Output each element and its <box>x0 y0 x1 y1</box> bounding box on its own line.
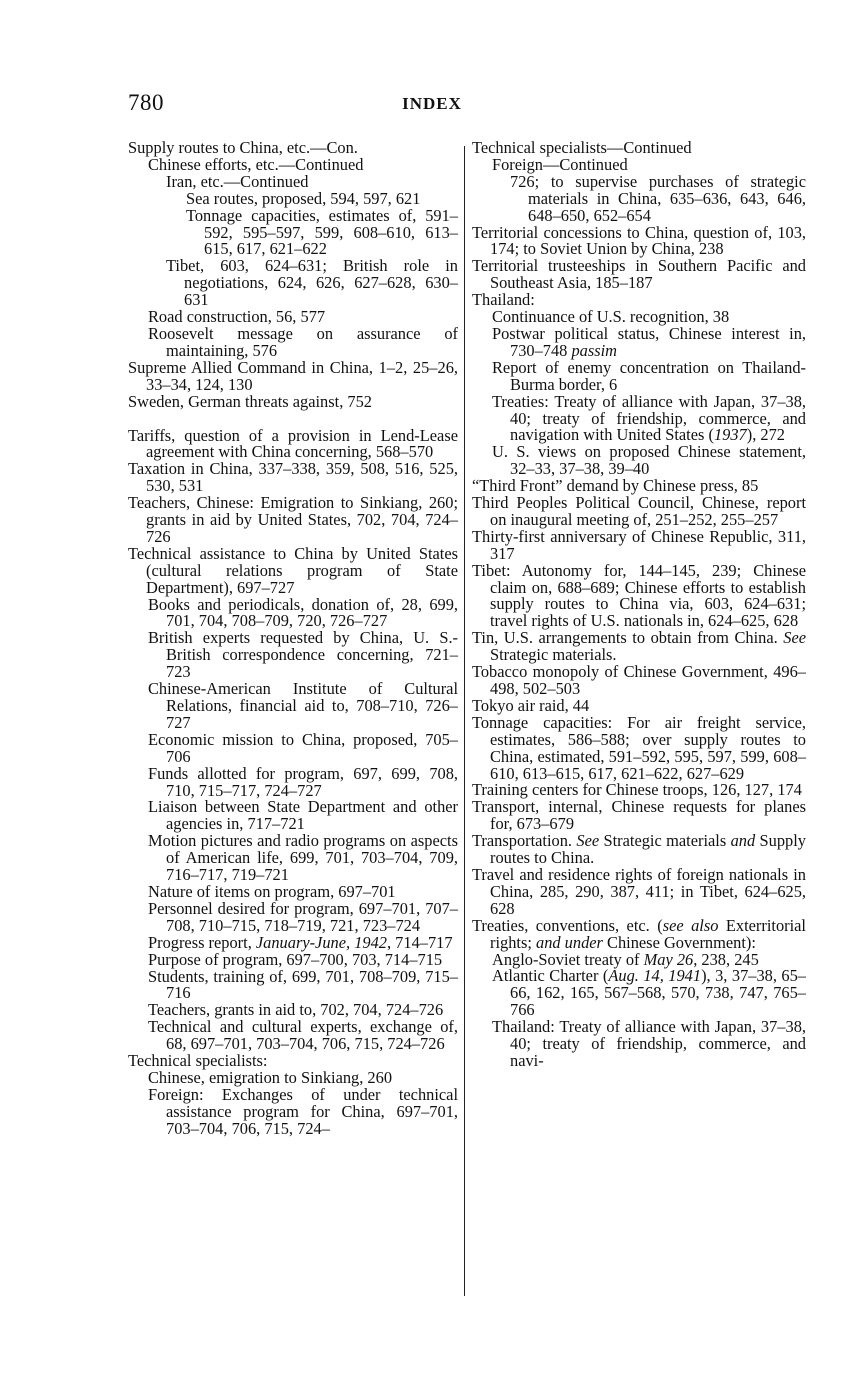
index-entry: Motion pictures and radio programs on aspects of American life, 699, 701, 703–704, 709, 716–717, 719–721 <box>148 831 458 885</box>
index-entry: Sea routes, proposed, 594, 597, 621 <box>186 188 421 208</box>
index-entry: Treaties, conventions, etc. (see also Exterritorial rights; and under Chinese Government): <box>472 915 806 952</box>
index-entry: Training centers for Chinese troops, 126, 127, 174 <box>472 780 802 800</box>
index-entry: Tibet: Autonomy for, 144–145, 239; Chinese claim on, 688–689; Chinese efforts to establish supply routes to China via, 603, 624–631; travel rights of U.S. nationals in, 624–625, 628 <box>472 560 806 631</box>
index-entry: Chinese efforts, etc.—Continued <box>148 154 364 174</box>
index-entry: Tin, U.S. arrangements to obtain from China. See Strategic materials. <box>472 628 806 665</box>
index-entry: Technical and cultural experts, exchange of, 68, 697–701, 703–704, 706, 715, 724–726 <box>148 1017 458 1054</box>
index-entry: Technical assistance to China by United States (cultural relations program of State Department), 697–727 <box>128 543 458 597</box>
index-entry: Transport, internal, Chinese requests for planes for, 673–679 <box>472 797 806 834</box>
index-entry: Supreme Allied Command in China, 1–2, 25–26, 33–34, 124, 130 <box>128 357 458 394</box>
index-entry: Territorial concessions to China, question of, 103, 174; to Soviet Union by China, 238 <box>472 222 806 259</box>
page-number: 780 <box>128 90 164 115</box>
index-entry: Supply routes to China, etc.—Con. <box>128 138 358 157</box>
index-entry: Books and periodicals, donation of, 28, 699, 701, 704, 708–709, 720, 726–727 <box>148 594 458 631</box>
index-entry: Nature of items on program, 697–701 <box>148 881 396 901</box>
index-entry: Treaties: Treaty of alliance with Japan, 37–38, 40; treaty of friendship, commerce, and navigation with United States (1937), 272 <box>492 391 806 445</box>
index-entry: Teachers, Chinese: Emigration to Sinkiang, 260; grants in aid by United States, 702, 704, 724–726 <box>128 493 458 546</box>
index-entry: Technical specialists—Continued <box>472 138 692 157</box>
index-entry: Continuance of U.S. recognition, 38 <box>492 307 730 327</box>
column-divider <box>464 146 465 1296</box>
index-entry: Personnel desired for program, 697–701, 707–708, 710–715, 718–719, 721, 723–724 <box>148 898 458 935</box>
running-head: INDEX <box>402 94 462 113</box>
index-entry: “Third Front” demand by Chinese press, 85 <box>472 476 759 496</box>
index-entry: Territorial trusteeships in Southern Pacific and Southeast Asia, 185–187 <box>472 256 806 293</box>
index-entry: Foreign: Exchanges of under technical assistance program for China, 697–701, 703–704, 706, 715, 724– <box>148 1084 458 1138</box>
index-column-right <box>472 140 806 1070</box>
index-entry: Purpose of program, 697–700, 703, 714–715 <box>148 949 443 969</box>
index-entry: 726; to supervise purchases of strategic materials in China, 635–636, 643, 646, 648–650, 652–654 <box>510 171 806 225</box>
index-entry: Atlantic Charter (Aug. 14, 1941), 3, 37–38, 65–66, 162, 165, 567–568, 570, 738, 747, 765–766 <box>492 966 806 1020</box>
index-entry: U. S. views on proposed Chinese statement, 32–33, 37–38, 39–40 <box>492 442 806 479</box>
index-entry: Technical specialists: <box>128 1051 268 1071</box>
index-entry: Chinese-American Institute of Cultural Relations, financial aid to, 708–710, 726–727 <box>148 679 458 732</box>
index-entry: Road construction, 56, 577 <box>148 307 326 327</box>
index-entry: Foreign—Continued <box>492 154 628 174</box>
index-entry: Economic mission to China, proposed, 705–706 <box>148 729 458 766</box>
index-entry: Chinese, emigration to Sinkiang, 260 <box>148 1067 393 1087</box>
index-entry: Teachers, grants in aid to, 702, 704, 724–726 <box>148 1000 444 1020</box>
index-entry: Taxation in China, 337–338, 359, 508, 516, 525, 530, 531 <box>128 459 458 496</box>
index-entry: Students, training of, 699, 701, 708–709, 715–716 <box>148 966 458 1003</box>
index-entry: Anglo-Soviet treaty of May 26, 238, 245 <box>492 949 759 969</box>
index-entry: Transportation. See Strategic materials and Supply routes to China. <box>472 831 806 868</box>
index-entry: Tibet, 603, 624–631; British role in negotiations, 624, 626, 627–628, 630–631 <box>166 256 458 310</box>
index-entry: Tonnage capacities, estimates of, 591–592, 595–597, 599, 608–610, 613–615, 617, 621–622 <box>186 205 458 259</box>
index-entry: Liaison between State Department and other agencies in, 717–721 <box>148 797 458 834</box>
index-column-left <box>128 140 458 1138</box>
index-entry: Thirty-first anniversary of Chinese Republic, 311, 317 <box>472 526 806 563</box>
index-entry: Tonnage capacities: For air freight service, estimates, 586–588; over supply routes to China, estimated, 591–592, 595, 597, 599, 608–610, 613–615, 617, 621–622, 627–629 <box>472 712 806 783</box>
index-entry: Tokyo air raid, 44 <box>472 695 590 715</box>
index-entry: Sweden, German threats against, 752 <box>128 391 372 411</box>
index-entry: Thailand: <box>472 290 535 310</box>
index-entry: Travel and residence rights of foreign nationals in China, 285, 290, 387, 411; in Tibet, 624–625, 628 <box>472 864 806 918</box>
index-entry: Iran, etc.—Continued <box>166 171 309 191</box>
index-entry: Roosevelt message on assurance of maintaining, 576 <box>148 323 458 360</box>
index-entry: Postwar political status, Chinese interest in, 730–748 passim <box>492 323 806 360</box>
index-entry: Tobacco monopoly of Chinese Government, 496–498, 502–503 <box>472 662 806 698</box>
index-entry: British experts requested by China, U. S.-British correspondence concerning, 721–723 <box>148 628 458 682</box>
index-entry: Tariffs, question of a provision in Lend-Lease agreement with China concerning, 568–570 <box>128 425 458 462</box>
index-entry: Progress report, January-June, 1942, 714–717 <box>148 932 453 952</box>
index-entry: Third Peoples Political Council, Chinese, report on inaugural meeting of, 251–252, 255–257 <box>472 493 806 529</box>
index-entry: Funds allotted for program, 697, 699, 708, 710, 715–717, 724–727 <box>148 763 458 800</box>
index-entry: Report of enemy concentration on Thailand-Burma border, 6 <box>492 357 806 394</box>
index-entry: Thailand: Treaty of alliance with Japan, 37–38, 40; treaty of friendship, commerce, and navi- <box>492 1017 806 1070</box>
